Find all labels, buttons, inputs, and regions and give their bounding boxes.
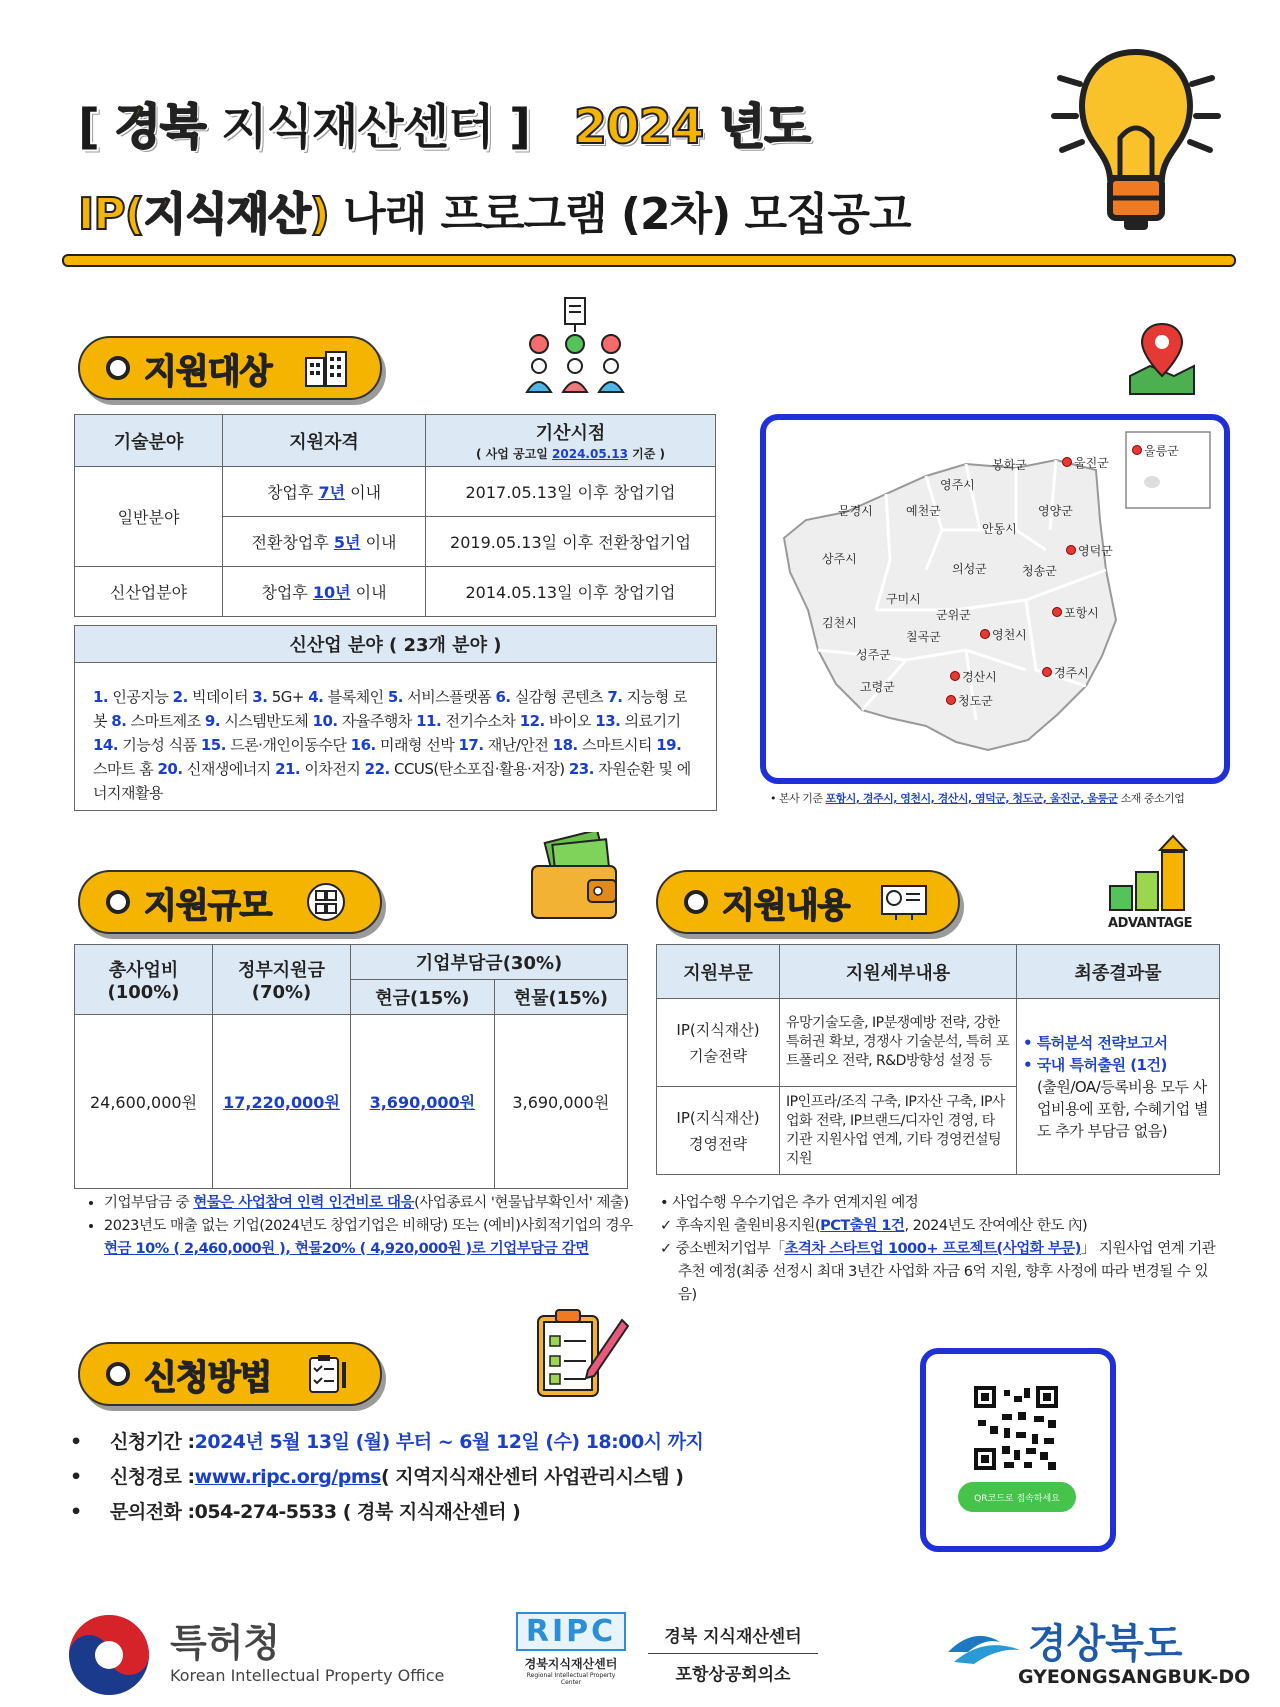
qr-code-icon[interactable] xyxy=(974,1386,1058,1470)
lightbulb-icon xyxy=(1040,38,1230,238)
apply-period: 2024년 5월 13일 (월) 부터 ~ 6월 12일 (수) 18:00시 까지 xyxy=(194,1431,704,1453)
dashboard-icon xyxy=(880,882,928,922)
new-industry-fields xyxy=(74,625,717,811)
map-label: 상주시 xyxy=(822,552,857,566)
map-note: • 본사 기준 포항시, 경주시, 영천시, 경산시, 영덕군, 청도군, 울진군, 울릉군 소재 중소기업 xyxy=(770,792,1185,805)
checklist-icon xyxy=(532,1306,632,1402)
map-label: 포항시 xyxy=(1052,604,1099,621)
fields-header: 신산업 분야 ( 23개 분야 ) xyxy=(75,626,716,663)
field-item: 12. 바이오 xyxy=(519,712,596,730)
taegeuk-icon xyxy=(64,1610,154,1700)
col-part: 지원부문 xyxy=(657,945,780,999)
title-rule xyxy=(62,254,1236,267)
content-notes: • 사업수행 우수기업은 추가 연계지원 예정 ✓ 후속지원 출원비용지원(PCT출원 1건, 2024년도 잔여예산 한도 內) ✓ 중소벤처기업부「초격차 스타트업 1000+ 프로젝트(사업화 부문)」 지원사업 연계 기관추천 예정(최종 선정시 최대 3년간 사업화 자금 6억 지원, 향후 사정에 따라 변경될 수 있음) xyxy=(660,1195,1216,1303)
cell-result: • 특허분석 전략보고서 • 국내 특허출원 (1건) (출원/OA/등록비용 모두 사업비용에 포함, 수혜기업 별도 추가 부담금 없음) xyxy=(1017,999,1220,1175)
field-item: 21. 이차전지 xyxy=(275,760,365,778)
field-item: 5. 서비스플랫폼 xyxy=(387,688,496,706)
ripc-english: Regional Intellectual Property Center xyxy=(526,1672,616,1686)
field-item: 18. 스마트시티 xyxy=(552,736,657,754)
candidates-icon xyxy=(525,296,625,396)
col-detail: 지원세부내용 xyxy=(780,945,1017,999)
field-item: 2. 빅데이터 xyxy=(172,688,253,706)
cell-qual: 전환창업후 5년 이내 xyxy=(223,517,426,567)
location-pin-icon xyxy=(1066,545,1076,555)
field-item: 8. 스마트제조 xyxy=(111,712,205,730)
table-row xyxy=(657,999,1220,1087)
map-pin-icon xyxy=(1126,320,1198,396)
cell-part: IP(지식재산) 기술전략 xyxy=(657,999,780,1087)
field-item: 1. 인공지능 xyxy=(93,688,173,706)
map-label: 안동시 xyxy=(982,522,1017,536)
field-item: 6. 실감형 콘텐츠 xyxy=(495,688,608,706)
location-pin-icon xyxy=(1062,457,1072,467)
field-item: 3. 5G+ xyxy=(252,688,309,706)
col-gov: 정부지원금 (70%) xyxy=(213,945,351,1015)
map-label: 울진군 xyxy=(1062,454,1109,471)
col-field: 기술분야 xyxy=(75,415,223,467)
calculator-icon xyxy=(302,882,350,922)
col-kind: 현물(15%) xyxy=(494,980,627,1015)
col-result: 최종결과물 xyxy=(1017,945,1220,999)
field-item: 7. 지능형 로봇 xyxy=(93,688,687,730)
cell-gov: 17,220,000원 xyxy=(213,1015,351,1189)
center-name-1: 경북 지식재산센터 xyxy=(648,1622,818,1654)
map-label: 영천시 xyxy=(980,626,1027,643)
cell-kind: 3,690,000원 xyxy=(494,1015,627,1189)
field-item: 14. 기능성 식품 xyxy=(93,736,201,754)
advantage-icon xyxy=(1100,834,1200,930)
bullet-icon xyxy=(106,890,130,914)
map-shape xyxy=(766,420,1224,778)
section-content-pill xyxy=(656,870,960,934)
field-item: 23. 자원순환 및 에너지재활용 xyxy=(93,760,691,802)
scale-notes: • 기업부담금 중 현물은 사업참여 인력 인건비로 대응(사업종료시 '현물납부확인서' 제출) • 2023년도 매출 없는 기업(2024년도 창업기업은 비해당) 또는 (예비)사회적기업의 경우 현금 10% ( 2,460,000원 ), 현물20% ( 4,920,000원 )로 기업부담금 감면 xyxy=(86,1192,646,1261)
ripc-mark: RIPC xyxy=(516,1612,626,1651)
cell-detail: IP인프라/조직 구축, IP자산 구축, IP사업화 전략, IP브랜드/디자인 경영, 타 기관 지원사업 연계, 기타 경영컨설팅 지원 xyxy=(780,1087,1017,1175)
field-item: 9. 시스템반도체 xyxy=(204,712,313,730)
contact-phone: 054-274-5533 ( 경북 지식재산센터 ) xyxy=(194,1501,521,1523)
map-label: 봉화군 xyxy=(992,458,1027,472)
map-label: 청송군 xyxy=(1022,564,1057,578)
section-target-pill xyxy=(78,336,382,400)
kipo-english: Korean Intellectual Property Office xyxy=(170,1666,445,1685)
field-item: 22. CCUS(탄소포집·활용·저장) xyxy=(364,760,569,778)
bullet-icon xyxy=(684,890,708,914)
center-names xyxy=(648,1622,818,1685)
field-item: 19. 스마트 홈 xyxy=(93,736,682,778)
wallet-icon xyxy=(528,832,620,922)
scale-table xyxy=(74,944,628,1189)
map-label: 군위군 xyxy=(936,608,971,622)
map-label: 경산시 xyxy=(950,668,997,685)
location-pin-icon xyxy=(1052,607,1062,617)
map-label: 영덕군 xyxy=(1066,542,1113,559)
cell-total: 24,600,000원 xyxy=(75,1015,213,1189)
map-label: 영양군 xyxy=(1038,504,1073,518)
field-item: 11. 전기수소차 xyxy=(416,712,520,730)
col-cash: 현금(15%) xyxy=(351,980,495,1015)
page-title: [ 경북 지식재산센터 ] 2024 년도 xyxy=(78,99,810,155)
cell-qual: 창업후 7년 이내 xyxy=(223,467,426,517)
center-name-2: 포항상공회의소 xyxy=(675,1665,791,1685)
ripc-korean: 경북지식재산센터 xyxy=(524,1657,618,1671)
advantage-label: ADVANTAGE xyxy=(1108,916,1192,931)
section-apply-pill xyxy=(78,1342,382,1406)
section-title: 지원대상 xyxy=(144,351,272,392)
field-item: 20. 신재생에너지 xyxy=(157,760,276,778)
cell-detail: 유망기술도출, IP분쟁예방 전략, 강한 특허권 확보, 경쟁사 기술분석, 특허 포트폴리오 전략, R&D방향성 설정 등 xyxy=(780,999,1017,1087)
gyeongbuk-korean: 경상북도 xyxy=(1028,1621,1183,1667)
map-label: 구미시 xyxy=(886,592,921,606)
map-label: 칠곡군 xyxy=(906,630,941,644)
section-title: 지원규모 xyxy=(144,885,272,926)
bullet-icon xyxy=(106,1362,130,1386)
field-item: 4. 블록체인 xyxy=(308,688,388,706)
apply-info: • 신청기간 : 2024년 5월 13일 (월) 부터 ~ 6월 12일 (수) 18:00시 까지 • 신청경로 : www.ripc.org/pms ( 지역지식재산센터 사업관리시스템 ) • 문의전화 : 054-274-5533 ( 경북 지식재산센터 ) xyxy=(70,1425,703,1530)
cell-date: 2014.05.13일 이후 창업기업 xyxy=(426,567,716,617)
map-label: 김천시 xyxy=(822,616,857,630)
content-table xyxy=(656,944,1220,1175)
col-company: 기업부담금(30%) xyxy=(351,945,628,980)
field-item: 15. 드론·개인이동수단 xyxy=(200,736,351,754)
map-label: 청도군 xyxy=(946,692,993,709)
apply-url-link[interactable]: www.ripc.org/pms xyxy=(194,1466,381,1488)
gyeongbuk-emblem-icon xyxy=(944,1624,1024,1674)
cell-part: IP(지식재산) 경영전략 xyxy=(657,1087,780,1175)
col-base: 기산시점 ( 사업 공고일 2024.05.13 기준 ) xyxy=(426,415,716,467)
bullet-icon xyxy=(106,356,130,380)
section-scale-pill xyxy=(78,870,382,934)
map-label: 문경시 xyxy=(838,504,873,518)
location-pin-icon xyxy=(1042,667,1052,677)
qr-button[interactable]: QR코드로 접속하세요 xyxy=(958,1482,1076,1512)
page-subtitle: IP(지식재산) 나래 프로그램 (2차) 모집공고 xyxy=(78,189,911,240)
section-title: 신청방법 xyxy=(144,1357,272,1398)
fields-list xyxy=(75,663,716,805)
location-pin-icon xyxy=(950,671,960,681)
field-item: 16. 미래형 선박 xyxy=(350,736,459,754)
field-item: 17. 재난/안전 xyxy=(458,736,553,754)
qr-box xyxy=(920,1348,1116,1552)
cell-date: 2017.05.13일 이후 창업기업 xyxy=(426,467,716,517)
gyeongbuk-english: GYEONGSANGBUK-DO xyxy=(1018,1666,1251,1688)
ripc-logo xyxy=(516,1612,626,1686)
clipboard-icon xyxy=(302,1354,350,1394)
cell-qual: 창업후 10년 이내 xyxy=(223,567,426,617)
map-label: 경주시 xyxy=(1042,664,1089,681)
location-pin-icon xyxy=(980,629,990,639)
kipo-name: 특허청 xyxy=(170,1621,281,1665)
cell-general: 일반분야 xyxy=(75,467,223,567)
map-label: 고령군 xyxy=(860,680,895,694)
location-pin-icon xyxy=(1132,445,1142,455)
map-label: 예천군 xyxy=(906,504,941,518)
map-label: 의성군 xyxy=(952,562,987,576)
table-row xyxy=(75,567,716,617)
field-item: 13. 의료기기 xyxy=(595,712,681,730)
col-total: 총사업비 (100%) xyxy=(75,945,213,1015)
map-label: 울릉군 xyxy=(1132,442,1179,459)
col-qual: 지원자격 xyxy=(223,415,426,467)
building-icon xyxy=(302,348,350,388)
target-table xyxy=(74,414,716,617)
cell-new: 신산업분야 xyxy=(75,567,223,617)
map-label: 성주군 xyxy=(856,648,891,662)
gyeongbuk-map xyxy=(760,414,1230,784)
cell-date: 2019.05.13일 이후 전환창업기업 xyxy=(426,517,716,567)
table-row xyxy=(75,1015,628,1189)
table-row xyxy=(75,467,716,517)
field-item: 10. 자율주행차 xyxy=(312,712,417,730)
map-label: 영주시 xyxy=(940,478,975,492)
section-title: 지원내용 xyxy=(722,885,850,926)
cell-cash: 3,690,000원 xyxy=(351,1015,495,1189)
location-pin-icon xyxy=(946,695,956,705)
